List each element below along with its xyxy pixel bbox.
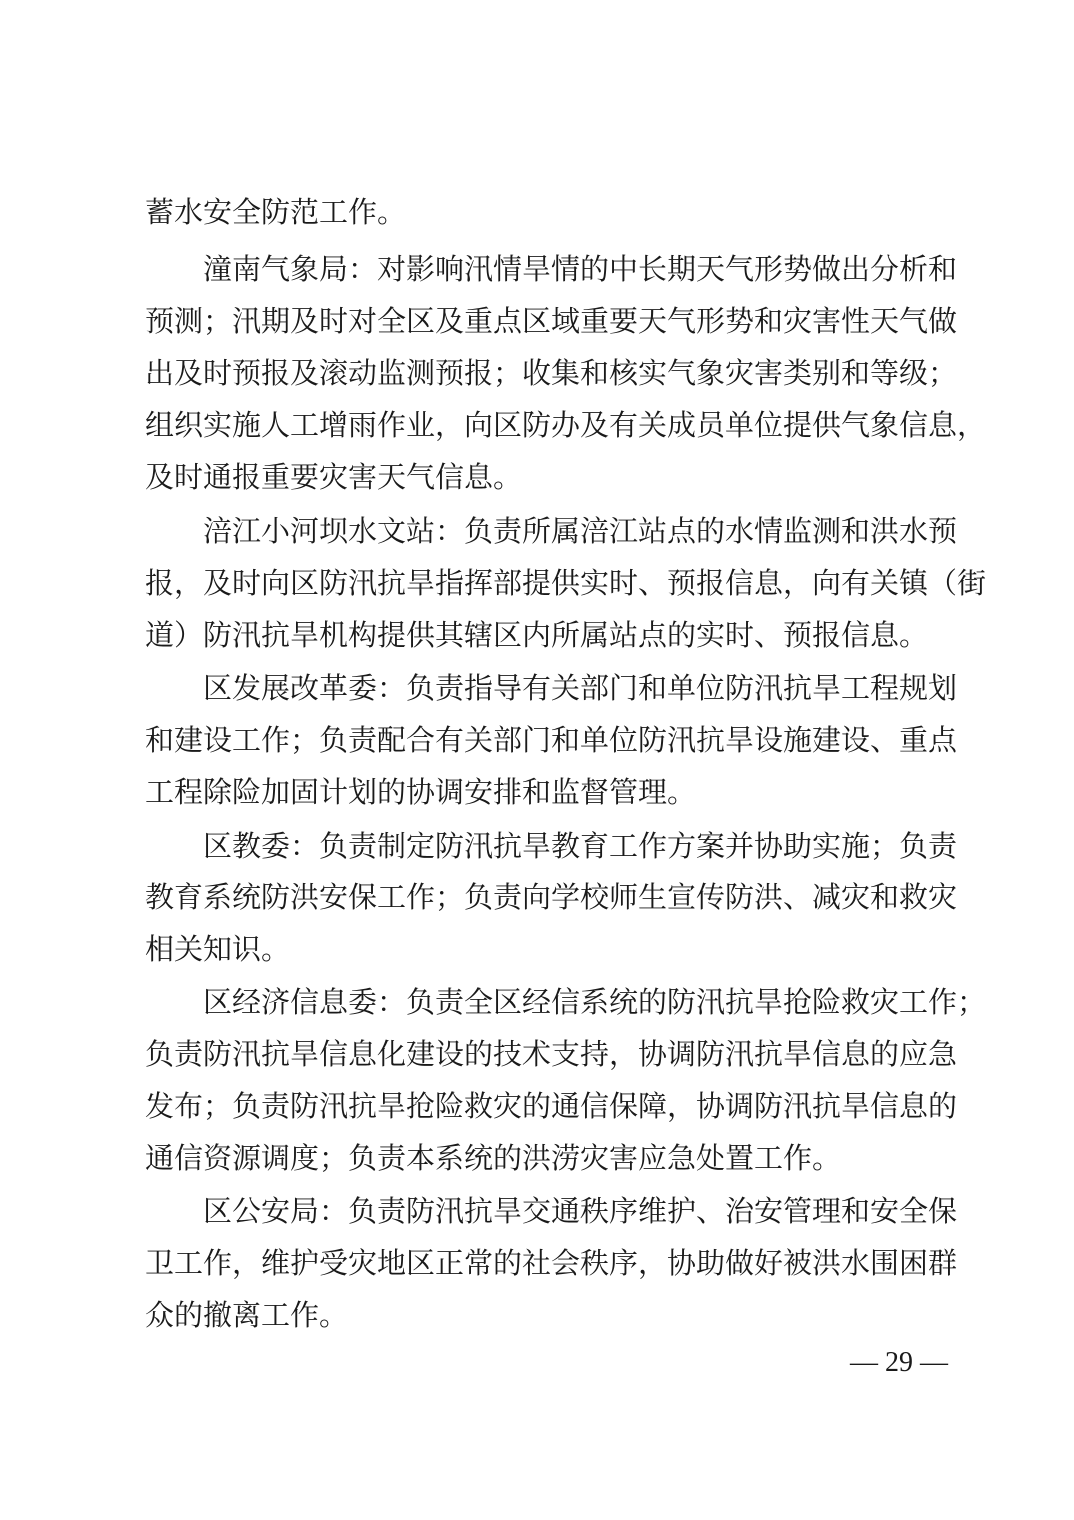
page-number: — 29 — [850, 1347, 948, 1378]
text-line: 区教委：负责制定防汛抗旱教育工作方案并协助实施；负责 [203, 829, 958, 863]
text-line: 卫工作，维护受灾地区正常的社会秩序，协助做好被洪水围困群 [145, 1246, 958, 1280]
text-line: 蓄水安全防范工作。 [145, 195, 407, 229]
text-line: 发布；负责防汛抗旱抢险救灾的通信保障，协调防汛抗旱信息的 [145, 1089, 958, 1123]
text-line: 道）防汛抗旱机构提供其辖区内所属站点的实时、预报信息。 [145, 618, 929, 652]
text-line: 出及时预报及滚动监测预报；收集和核实气象灾害类别和等级； [145, 356, 958, 390]
text-line: 工程除险加固计划的协调安排和监督管理。 [145, 775, 697, 809]
text-line: 区发展改革委：负责指导有关部门和单位防汛抗旱工程规划 [203, 671, 958, 705]
text-line: 涪江小河坝水文站：负责所属涪江站点的水情监测和洪水预 [203, 514, 958, 548]
text-line: 众的撤离工作。 [145, 1298, 349, 1332]
text-line: 预测；汛期及时对全区及重点区域重要天气形势和灾害性天气做 [145, 304, 958, 338]
text-line: 组织实施人工增雨作业，向区防办及有关成员单位提供气象信息， [145, 408, 987, 442]
text-line: 教育系统防洪安保工作；负责向学校师生宣传防洪、减灾和救灾 [145, 880, 958, 914]
text-line: 区公安局：负责防汛抗旱交通秩序维护、治安管理和安全保 [203, 1194, 958, 1228]
text-line: 报，及时向区防汛抗旱指挥部提供实时、预报信息，向有关镇（街 [145, 566, 987, 600]
text-line: 相关知识。 [145, 932, 291, 966]
text-line: 通信资源调度；负责本系统的洪涝灾害应急处置工作。 [145, 1141, 842, 1175]
text-line: 及时通报重要灾害天气信息。 [145, 460, 523, 494]
text-line: 和建设工作；负责配合有关部门和单位防汛抗旱设施建设、重点 [145, 723, 958, 757]
text-line: 潼南气象局：对影响汛情旱情的中长期天气形势做出分析和 [203, 252, 958, 286]
text-line: 区经济信息委：负责全区经信系统的防汛抗旱抢险救灾工作； [203, 985, 987, 1019]
text-line: 负责防汛抗旱信息化建设的技术支持，协调防汛抗旱信息的应急 [145, 1037, 958, 1071]
